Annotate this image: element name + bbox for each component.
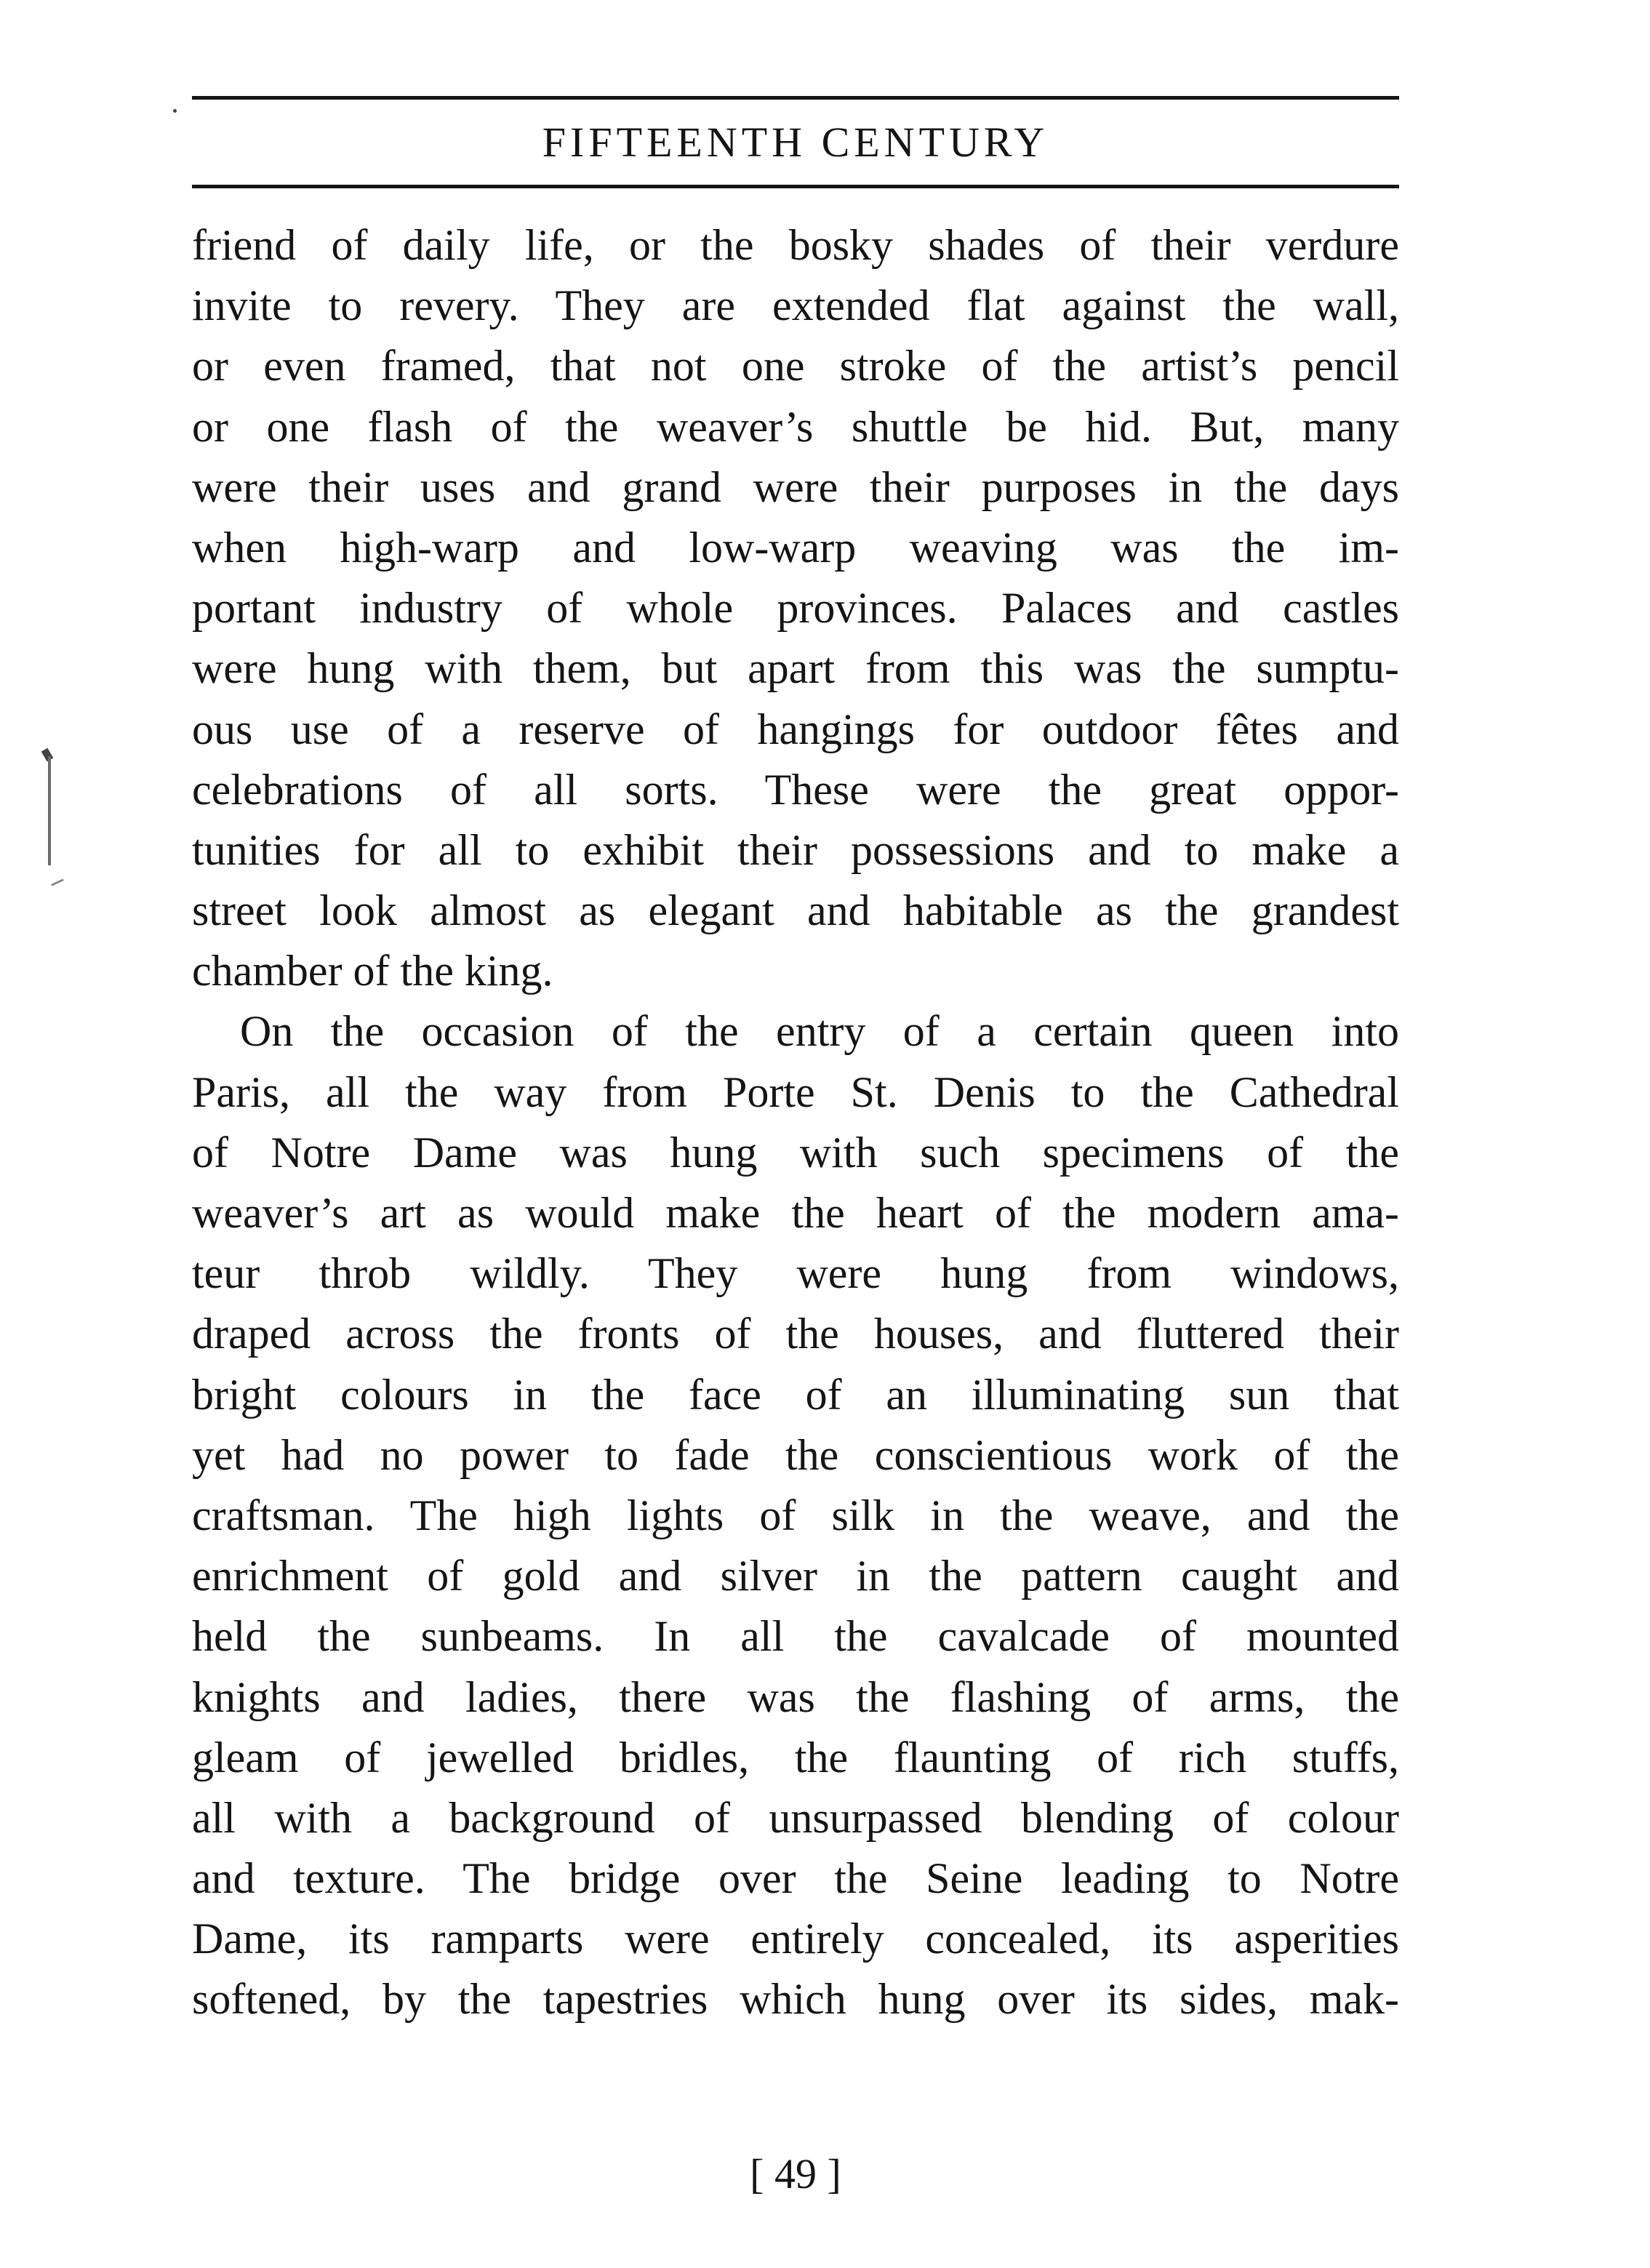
text-line: Paris, all the way from Porte St. Denis to the Cathedral bbox=[192, 1067, 1399, 1116]
page-number: [ 49 ] bbox=[750, 2150, 841, 2197]
paragraph-start-line: On the occasion of the entry of a certain queen into bbox=[240, 1007, 1399, 1056]
text-line: all with a background of unsurpassed blending of colour bbox=[192, 1793, 1399, 1842]
text-line: friend of daily life, or the bosky shades of their verdure bbox=[192, 221, 1399, 269]
text-line: Dame, its ramparts were entirely concealed, its asperities bbox=[192, 1915, 1399, 1963]
text-line: draped across the fronts of the houses, and fluttered their bbox=[192, 1310, 1399, 1358]
text-line: bright colours in the face of an illuminating sun that bbox=[192, 1370, 1399, 1419]
margin-pencil-mark bbox=[41, 748, 54, 762]
text-line: yet had no power to fade the conscientious work of the bbox=[192, 1430, 1399, 1479]
text-line: and texture. The bridge over the Seine leading to Notre bbox=[192, 1854, 1399, 1903]
text-line: held the sunbeams. In all the cavalcade of mounted bbox=[192, 1612, 1399, 1661]
text-line: knights and ladies, there was the flashing of arms, the bbox=[192, 1672, 1399, 1721]
margin-pencil-line bbox=[48, 756, 51, 865]
header-rule-top bbox=[192, 96, 1399, 100]
margin-speck bbox=[173, 109, 177, 113]
body-text bbox=[192, 215, 1399, 2030]
text-line: celebrations of all sorts. These were the great oppor- bbox=[192, 765, 1399, 814]
text-line: of Notre Dame was hung with such specimens of the bbox=[192, 1128, 1399, 1177]
text-line: street look almost as elegant and habitable as the grandest bbox=[192, 886, 1399, 935]
header-rule-bottom bbox=[192, 185, 1399, 188]
text-line: softened, by the tapestries which hung over its sides, mak- bbox=[192, 1975, 1399, 2024]
text-line: craftsman. The high lights of silk in the weave, and the bbox=[192, 1491, 1399, 1539]
text-line: ous use of a reserve of hangings for outdoor fêtes and bbox=[192, 705, 1399, 753]
text-line: when high-warp and low-warp weaving was the im- bbox=[192, 523, 1399, 572]
margin-pencil-dash bbox=[51, 878, 64, 886]
text-line: teur throb wildly. They were hung from windows, bbox=[192, 1249, 1399, 1298]
running-head: FIFTEENTH CENTURY bbox=[542, 119, 1049, 166]
text-line: weaver’s art as would make the heart of the modern ama- bbox=[192, 1189, 1399, 1237]
text-line: gleam of jewelled bridles, the flaunting of rich stuffs, bbox=[192, 1733, 1399, 1782]
text-line: were their uses and grand were their purposes in the days bbox=[192, 462, 1399, 511]
text-line: or even framed, that not one stroke of the artist’s pencil bbox=[192, 342, 1399, 390]
text-line: portant industry of whole provinces. Palaces and castles bbox=[192, 584, 1399, 633]
text-line: enrichment of gold and silver in the pattern caught and bbox=[192, 1552, 1399, 1600]
text-line: or one flash of the weaver’s shuttle be hid. But, many bbox=[192, 402, 1399, 451]
paragraph-end-line: chamber of the king. bbox=[192, 947, 553, 995]
text-line: tunities for all to exhibit their possessions and to make a bbox=[192, 825, 1399, 874]
text-line: were hung with them, but apart from this was the sumptu- bbox=[192, 644, 1399, 693]
text-line: invite to revery. They are extended flat against the wall, bbox=[192, 281, 1399, 330]
